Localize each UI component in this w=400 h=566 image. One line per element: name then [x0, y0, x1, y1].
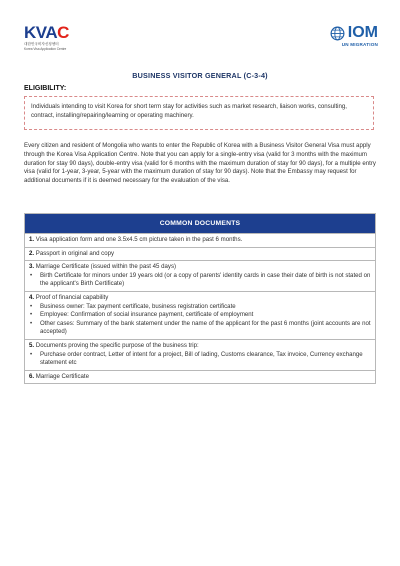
iom-logo: [330, 25, 378, 47]
table-row: [25, 370, 375, 384]
row-text: Proof of financial capability: [35, 293, 109, 301]
bullet-item: • Other cases: Summary of the bank statement under the name of the applicant for the past 6 months (joint accounts are not accepted): [29, 320, 371, 337]
row-number: 4.: [29, 293, 35, 301]
bullet-list: [29, 351, 371, 368]
bullet-item: • Employee: Confirmation of social insurance payment, certificate of employment: [29, 311, 371, 320]
kvac-logo-english: Korea Visa Application Centre: [24, 47, 67, 51]
kvac-logo-swoosh: C: [57, 23, 69, 42]
eligibility-label: ELIGIBILITY:: [24, 85, 67, 92]
iom-logo-wordmark: IOM: [347, 24, 378, 41]
bullet-list: [29, 303, 371, 337]
bullet-item: • Birth Certificate for minors under 19 years old (or a copy of parents' identity cards in case their date of birth is not stated on the applicant's Birth Certificate): [29, 272, 371, 289]
row-text: Visa application form and one 3.5x4.5 cm picture taken in the past 6 months.: [35, 236, 243, 243]
iom-globe-icon: [330, 26, 345, 41]
table-row: [25, 233, 375, 247]
row-number: 6.: [29, 372, 35, 380]
table-header: COMMON DOCUMENTS: [25, 214, 375, 233]
row-number: 5.: [29, 341, 35, 349]
row-text: Passport in original and copy: [35, 249, 115, 257]
eligibility-text: Individuals intending to visit Korea for short term stay for activities such as market research, liaison works, consulting, contract, installing/repairing/learning or operating machinery.: [31, 103, 347, 119]
table-row: [25, 291, 375, 339]
row-text: Documents proving the specific purpose of the business trip:: [35, 341, 199, 349]
row-number: 3.: [29, 263, 35, 271]
kvac-logo-korean: 대한민국비자신청센터: [24, 42, 59, 46]
bullet-item: • Purchase order contract, Letter of intent for a project, Bill of lading, Customs clearance, Tax invoice, Currency exchange statement etc: [29, 351, 371, 368]
kvac-logo: [24, 24, 82, 51]
table-row: [25, 339, 375, 370]
row-text: Marriage Certificate (issued within the past 45 days): [35, 263, 177, 271]
row-number: 2.: [29, 249, 35, 257]
row-text: Marriage Certificate: [35, 372, 89, 380]
table-row: [25, 247, 375, 261]
bullet-item: • Business owner: Tax payment certificate, business registration certificate: [29, 303, 371, 312]
bullet-list: [29, 272, 371, 289]
document-title: BUSINESS VISITOR GENERAL (C-3-4): [132, 71, 268, 80]
common-documents-table: [24, 213, 376, 384]
row-number: 1.: [29, 236, 35, 243]
iom-logo-subtitle: UN MIGRATION: [341, 42, 378, 47]
eligibility-box: [24, 96, 374, 130]
intro-paragraph: Every citizen and resident of Mongolia who wants to enter the Republic of Korea with a Business Visitor General Visa must apply through the Korea Visa Application Centre. Note that you can apply for a single-entry visa (valid for 3 months with the maximum duration for stay 90 days), double-entry visa (valid for 6 months with the maximum duration of stay for 90 days), for a multiple entry visa (valid for 1-year, 3-year, 5-year with the maximum duration of stay for 90 days). Note that the Embassy may request for additional documents if it is deemed necessary for the evaluation of the visa.: [24, 142, 376, 185]
table-row: [25, 260, 375, 291]
kvac-logo-wordmark: KVAC: [24, 23, 69, 42]
